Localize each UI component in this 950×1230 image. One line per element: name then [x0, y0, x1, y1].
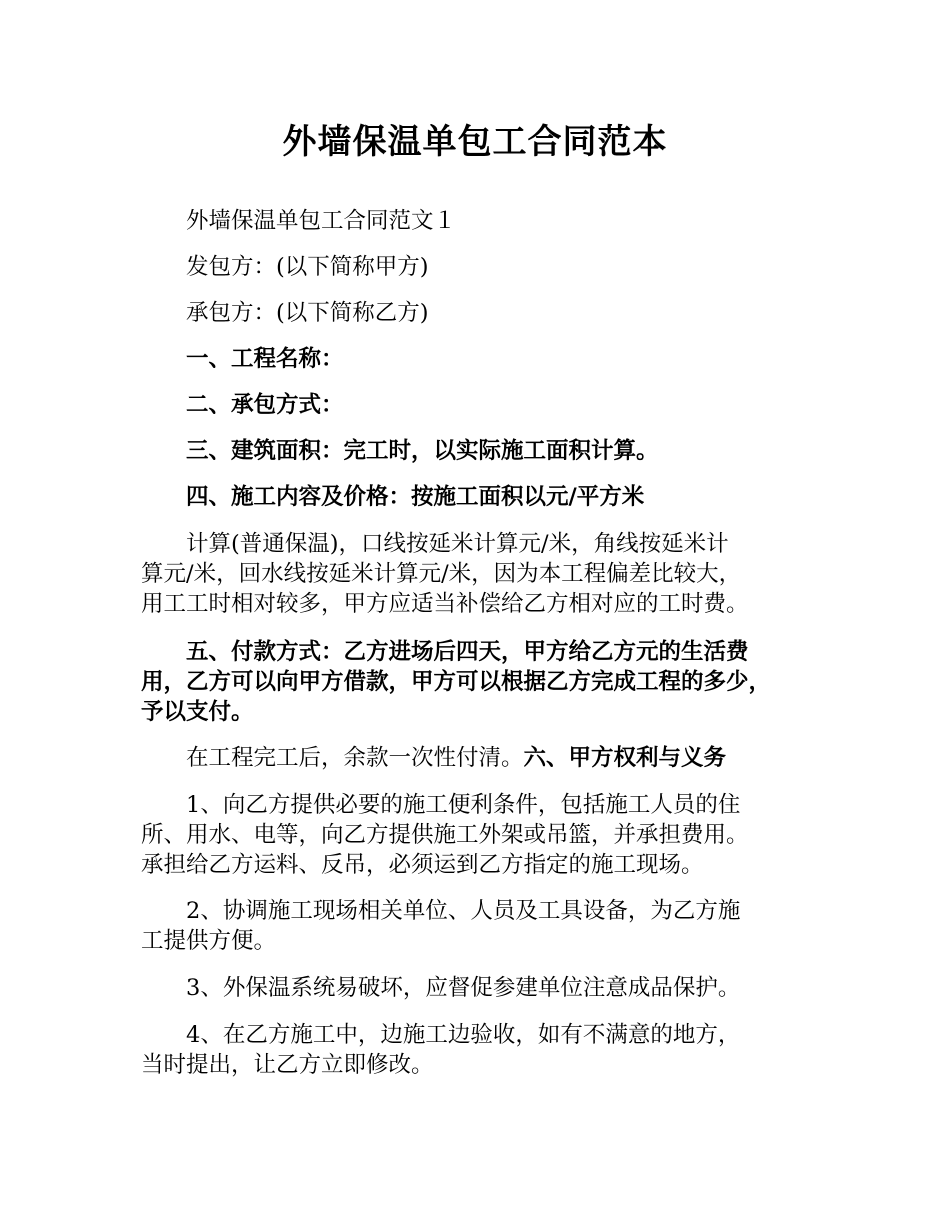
- text-line: 1、向乙方提供必要的施工便利条件，包括施工人员的住: [186, 792, 741, 818]
- section-heading-content-price: 四、施工内容及价格：按施工面积以元/平方米: [186, 484, 645, 510]
- text-line: 工提供方便。: [141, 928, 277, 954]
- section-heading-party-a-rights: 六、甲方权利与义务: [523, 745, 727, 771]
- list-item-4: [141, 1020, 841, 1080]
- text-line: 所、用水、电等，向乙方提供施工外架或吊篮，并承担费用。: [141, 822, 749, 848]
- list-item-1: [141, 790, 841, 880]
- text-line: 承担给乙方运料、反吊，必须运到乙方指定的施工现场。: [141, 852, 704, 878]
- party-a-line: 发包方：(以下简称甲方): [186, 254, 429, 280]
- final-payment-text: 在工程完工后，余款一次性付清。: [186, 745, 524, 771]
- text-line: 4、在乙方施工中，边施工边验收，如有不满意的地方，: [186, 1022, 741, 1048]
- text-line: 用，乙方可以向甲方借款，甲方可以根据乙方完成工程的多少，: [141, 669, 772, 695]
- paragraph-final-payment: [141, 743, 841, 773]
- section-heading-building-area: 三、建筑面积：完工时，以实际施工面积计算。: [186, 438, 659, 464]
- text-line: 算元/米，回水线按延米计算元/米，因为本工程偏差比较大，: [141, 561, 742, 587]
- text-line: 用工工时相对较多，甲方应适当补偿给乙方相对应的工时费。: [141, 591, 749, 617]
- text-line: 当时提出，让乙方立即修改。: [141, 1052, 434, 1078]
- section-heading-payment: [141, 637, 841, 727]
- contract-subtitle: 外墙保温单包工合同范文１: [186, 208, 457, 234]
- party-b-line: 承包方：(以下简称乙方): [186, 300, 429, 326]
- paragraph-pricing-details: [141, 529, 841, 619]
- list-item-3: 3、外保温系统易破坏，应督促参建单位注意成品保护。: [186, 975, 741, 1001]
- text-line: 予以支付。: [141, 699, 254, 725]
- text-line: 2、协调施工现场相关单位、人员及工具设备，为乙方施: [186, 898, 741, 924]
- section-heading-contract-method: 二、承包方式：: [186, 392, 344, 418]
- text-line: 五、付款方式：乙方进场后四天，甲方给乙方元的生活费: [186, 639, 749, 665]
- section-heading-project-name: 一、工程名称：: [186, 346, 344, 372]
- list-item-2: [141, 896, 841, 956]
- document-title: 外墙保温单包工合同范本: [282, 122, 668, 162]
- text-line: 计算(普通保温)，口线按延米计算元/米，角线按延米计: [186, 531, 729, 557]
